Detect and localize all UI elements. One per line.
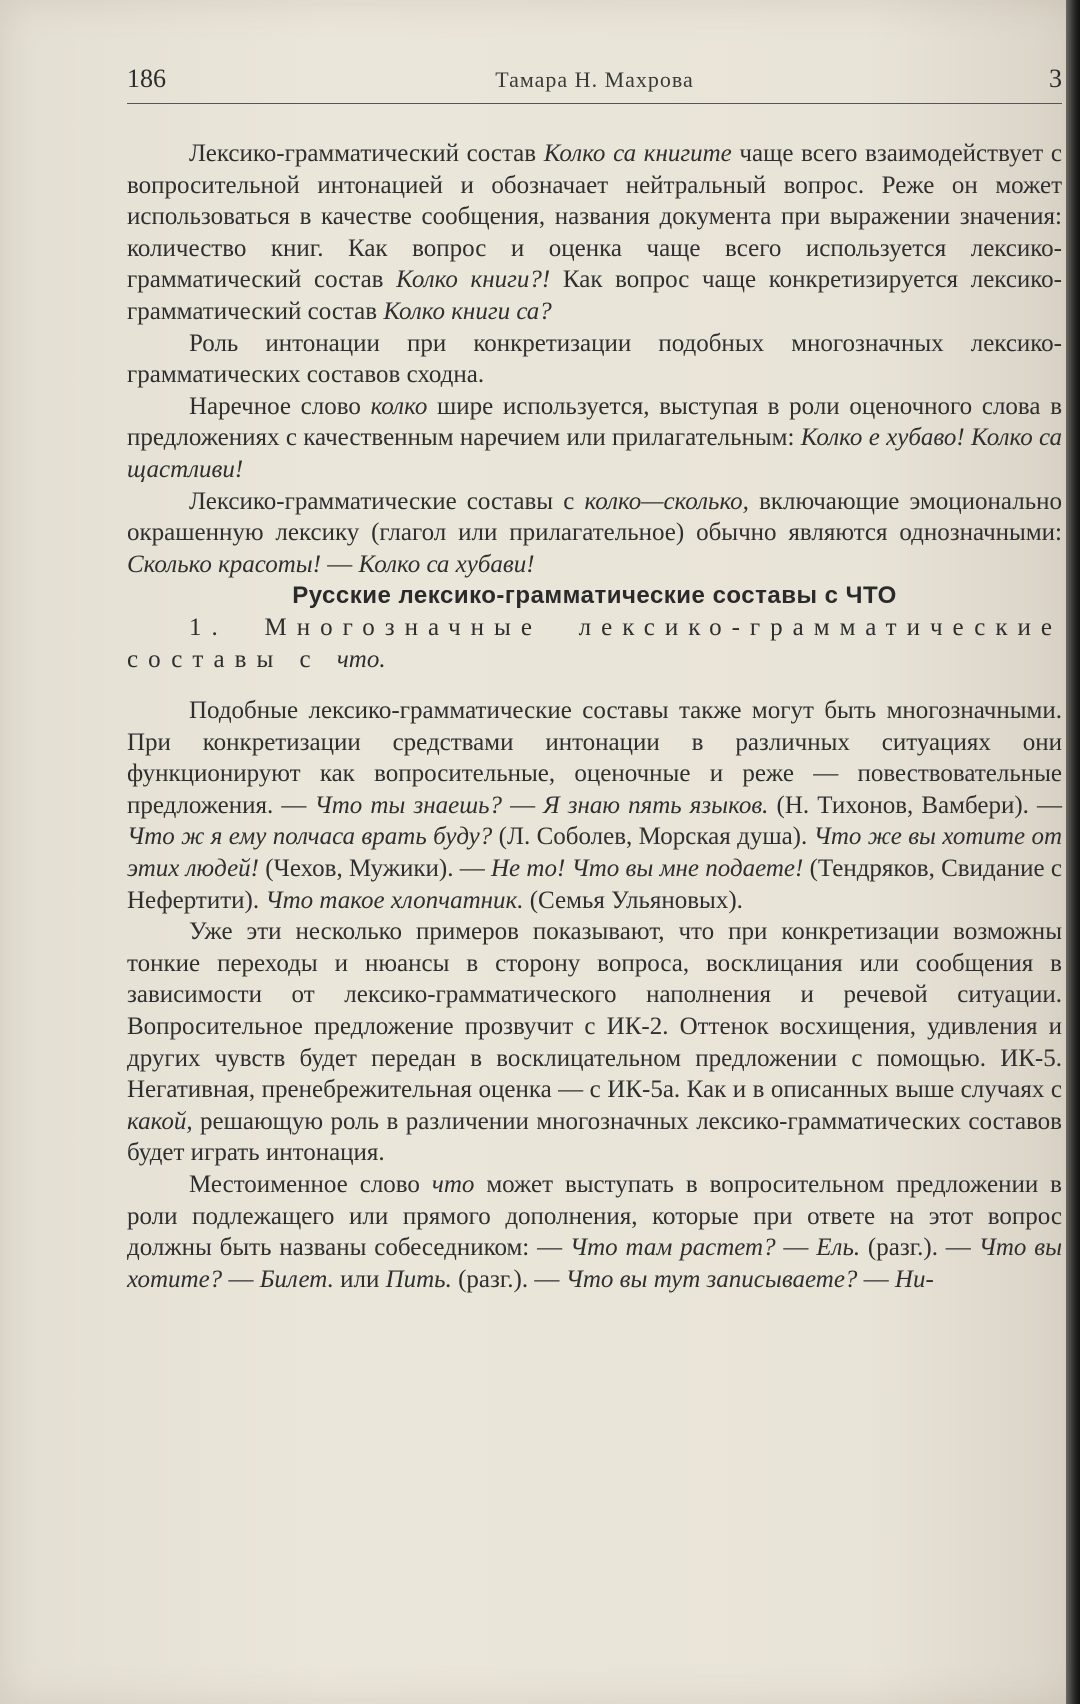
text-run: шире используется, выступая в роли оценочного слова в предложениях с качественным наречием или прилагательным: [127,392,1062,452]
text-run: 1. Многозначные лексико-грамматические составы с [127,613,1062,673]
italic-example: Я знаю пять языков. [543,791,769,819]
text-run: (Л. Соболев, Морская душа). [492,823,814,851]
text-run: (Тендряков, Свидание с Нефертити). [127,855,1062,914]
text-run: — [222,1265,260,1293]
text-run: — [775,1234,817,1262]
italic-example: Что вы тут записываете? [565,1265,858,1293]
paragraph [127,1169,1062,1295]
subsection-heading [127,612,1062,675]
text-run: (Н. Тихонов, Вамбери). — [768,791,1063,819]
paragraph [127,328,1062,391]
italic-example: колко [370,392,428,420]
text-run: Наречное слово [189,392,371,420]
text-run: Роль интонации при конкретизации подобных многозначных лексико-грамматических составов сходна. [127,329,1062,389]
italic-example: Что ж я ему полчаса врать буду? [127,823,493,851]
body-text [127,138,1062,1295]
running-author: Тамара Н. Махрова [495,67,694,92]
italic-example: Колко книги са? [383,297,552,325]
text-run: Как вопрос чаще конкретизируется лексико-грамматический состав [127,266,1062,325]
paragraph [127,916,1062,1169]
text-run: Лексико-грамматические составы с [189,487,585,515]
italic-example: Что там растет? [569,1234,776,1262]
header-rule [127,103,1062,104]
text-run: Подобные лексико-грамматические составы также могут быть многозначными. При конкретизации средствами интонации в различных ситуациях они функционируют как вопросительные, оценочные и реже — повествовательные предложения. — [127,697,1062,819]
page-number: 186 [127,64,166,93]
book-spine-edge [1066,0,1080,1704]
paragraph [127,695,1062,916]
text-run: Лексико-грамматический состав [189,140,544,167]
text-run: чаще всего взаимодействует с вопросительной интонацией и обозначает нейтральный вопрос. Реже он может использоваться в качестве сообщения, названия документа при выражении значения: количество книг. Как вопрос и оценка чаще всего используется лексико-грамматический состав [127,140,1062,294]
text-run: (разг.). — [451,1265,566,1293]
paragraph [127,138,1062,328]
italic-example: Что вы хотите? [127,1234,1062,1293]
italic-example: какой, [127,1107,193,1135]
italic-example: Пить. [385,1265,452,1293]
italic-example: что. [336,645,386,673]
text-run: — [857,1265,895,1293]
paragraph [127,486,1062,581]
text-run: Русские лексико-грамматические составы с ЧТО [292,582,897,610]
text-run: (разг.). — [860,1234,979,1262]
italic-example: Что такое хлопчатник. [265,886,524,914]
italic-example: что [431,1171,475,1198]
text-run: (Семья Ульяновых). [523,886,743,914]
text-run: — [501,791,544,819]
text-run: включающие эмоционально окрашенную лексику (глагол или прилагательное) обычно являются однозначными: [127,487,1062,547]
italic-example: Что же вы хотите от этих людей! [127,823,1062,883]
text-run: (Чехов, Мужики). — [259,855,491,883]
section-heading [127,580,1062,612]
italic-example: Не то! Что вы мне подаете! [490,855,804,883]
text-run: Местоименное слово [189,1171,432,1198]
italic-example: Что ты знаешь? [314,791,502,819]
text-run: — [321,550,359,578]
italic-example: Колко е хубаво! Колко са щастливи! [127,424,1062,483]
italic-example: Сколько красоты! [127,550,322,578]
text-run: Уже эти несколько примеров показывают, что при конкретизации возможны тонкие переходы и нюансы в сторону вопроса, восклицания или сообщения в зависимости от лексико-грамматического наполнения и речевой ситуации. Вопросительное предложение прозвучит с ИК-2. Оттенок восхищения, удивления и других чувств будет передан в восклицательном предложении с помощью. ИК-5. Негативная, пренебрежительная оценка — с ИК-5а. Как и в описанных выше случаях с [127,918,1062,1104]
italic-example: Ель. [816,1234,861,1262]
text-run: решающую роль в различении многозначных лексико-грамматических составов будет играть интонация. [127,1107,1062,1167]
italic-example: Ни- [894,1265,934,1293]
italic-example: колко—сколько, [584,487,749,515]
italic-example: Колко са хубави! [358,550,535,578]
italic-example: Колко са книгите [543,140,732,167]
text-run: может выступать в вопросительном предложении в роли подлежащего или прямого дополнения, которые при ответе на этот вопрос должны быть названы собеседником: — [127,1171,1062,1262]
italic-example: Колко книги?! [396,266,551,294]
text-run: или [333,1265,386,1293]
paragraph [127,391,1062,486]
running-head [127,60,1062,100]
italic-example: Билет. [259,1265,334,1293]
running-head-right-fragment: 3 [1049,64,1062,93]
